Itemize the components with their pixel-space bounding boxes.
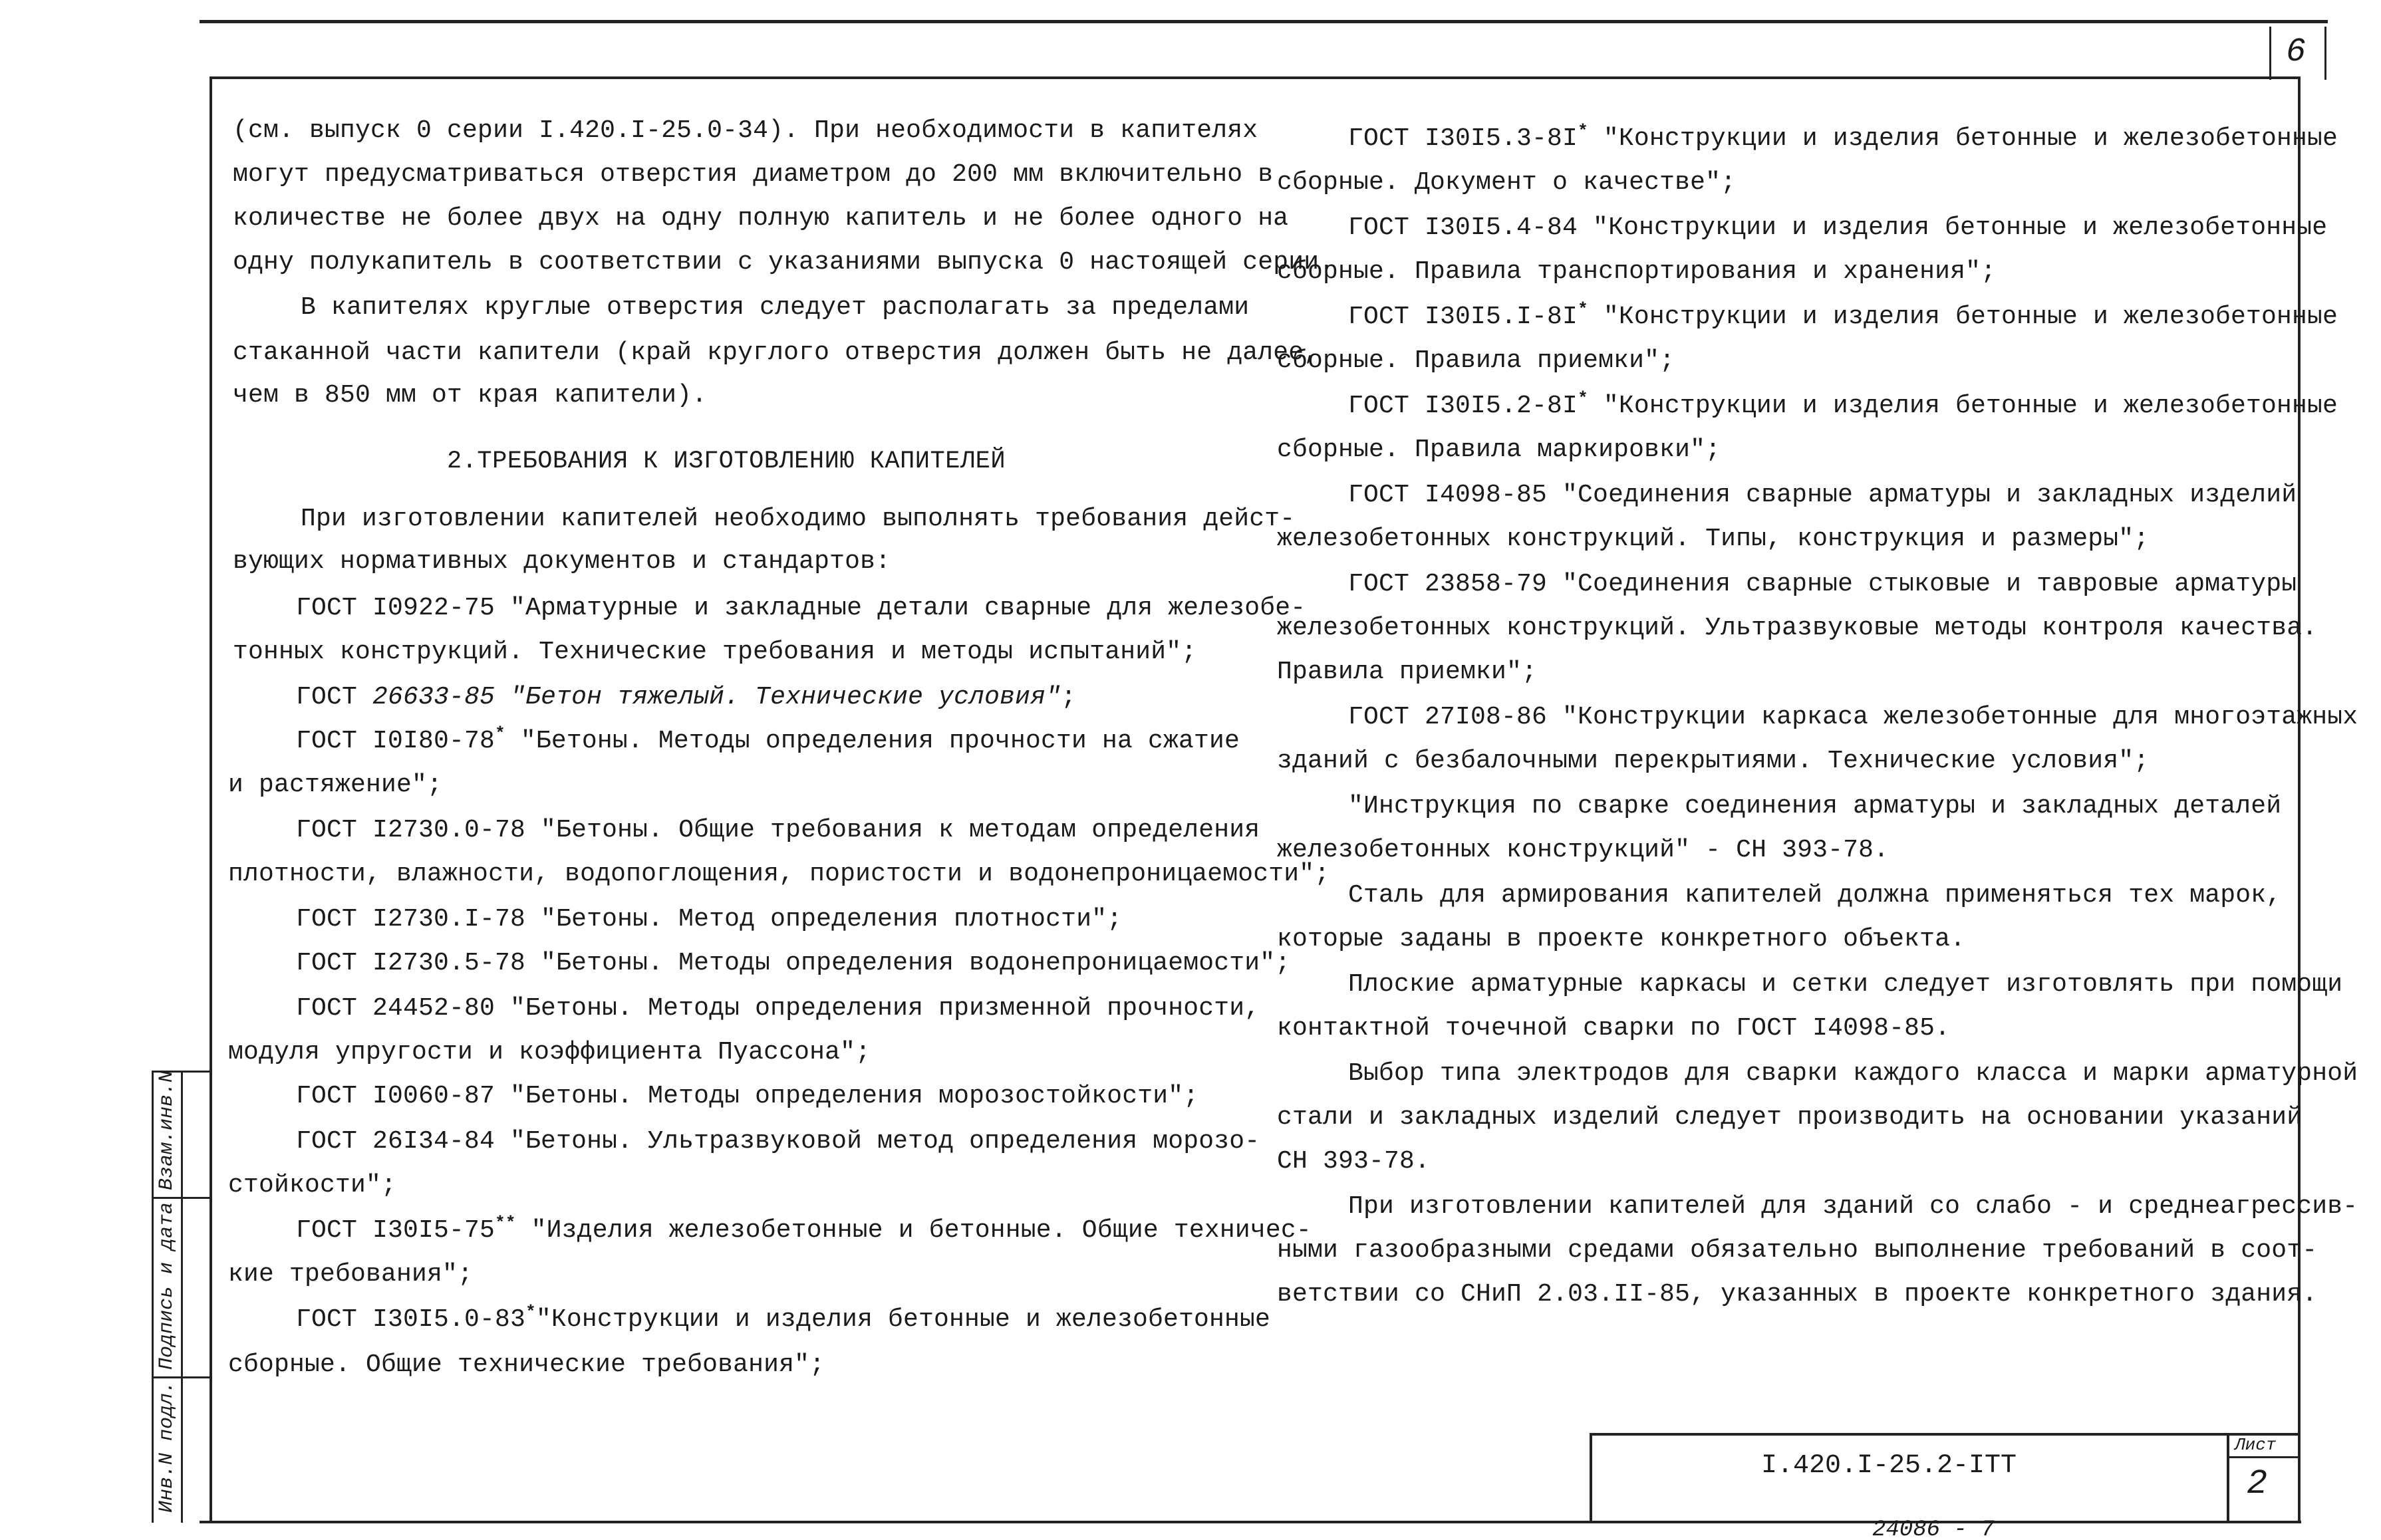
corner-page-number: 6 [2286, 33, 2307, 71]
corner-box-left [2269, 27, 2271, 80]
text-line: контактной точечной сварки по ГОСТ I4098-85. [1277, 1014, 1951, 1043]
title-block-sheet-divider [2227, 1456, 2298, 1458]
text-line: сборные. Правила приемки"; [1277, 346, 1675, 375]
title-block-top [1590, 1433, 2298, 1436]
asterisk-mark: * [1578, 388, 1588, 409]
text-line: При изготовлении капителей необходимо выполнять требования дейст- [301, 505, 1296, 533]
gost-code: ГОСТ I30I5.0-83 [296, 1305, 526, 1334]
frame-top [210, 76, 2298, 79]
gost-code: ГОСТ I30I5.2-8I [1348, 392, 1578, 420]
text-line: ными газообразными средами обязательно выполнение требований в соот- [1277, 1236, 2318, 1265]
text-line [296, 1302, 1271, 1335]
gost-title: "Конструкции и изделия бетонные и железобетонные [1588, 303, 2338, 331]
side-label-signature: Подпись и дата [156, 1202, 178, 1370]
gost-title: "Конструкции и изделия бетонные и железобетонные [1588, 392, 2338, 420]
text-line: могут предусматриваться отверстия диаметром до 200 мм включительно в [233, 160, 1274, 189]
text-line: чем в 850 мм от края капители). [233, 381, 708, 410]
top-rule [200, 20, 2328, 23]
text-line [296, 683, 1076, 712]
gost-code: ГОСТ I0I80-78 [296, 727, 495, 755]
text-line: стойкости"; [228, 1171, 397, 1200]
frame-left [210, 76, 212, 1523]
asterisk-mark: ** [495, 1213, 516, 1233]
text-line: стали и закладных изделий следует производить на основании указаний [1277, 1103, 2303, 1132]
text-line [1348, 299, 2338, 332]
gost-prefix: ГОСТ [296, 683, 373, 711]
side-stamp-left [152, 1071, 154, 1523]
asterisk-mark: * [1578, 299, 1588, 320]
side-label-inv: Инв.N подл. [156, 1380, 178, 1513]
text-line: кие требования"; [228, 1260, 474, 1289]
text-line: ГОСТ I0922-75 "Арматурные и закладные детали сварные для железобе- [296, 594, 1306, 622]
text-line: ветствии со СНиП 2.03.II-85, указанных в проекте конкретного здания. [1277, 1280, 2318, 1309]
text-line: ГОСТ 24452-80 "Бетоны. Методы определения призменной прочности, [296, 994, 1260, 1023]
text-line: ГОСТ I4098-85 "Соединения сварные арматуры и закладных изделий [1348, 481, 2297, 509]
text-line: Правила приемки"; [1277, 658, 1538, 686]
text-line: В капителях круглые отверстия следует располагать за пределами [301, 293, 1250, 322]
text-line: "Инструкция по сварке соединения арматуры и закладных деталей [1348, 792, 2282, 821]
text-line [1348, 388, 2338, 421]
text-line [1348, 121, 2338, 154]
corner-box-right [2324, 27, 2326, 80]
asterisk-mark: * [495, 723, 505, 744]
text-line: ГОСТ 27I08-86 "Конструкции каркаса железобетонные для многоэтажных [1348, 703, 2358, 731]
gost-title: "Изделия железобетонные и бетонные. Общие техничес- [515, 1216, 1312, 1245]
text-line: Сталь для армирования капителей должна применяться тех марок, [1348, 881, 2282, 910]
gost-title: "Конструкции и изделия бетонные и железобетонные [1588, 124, 2338, 153]
italic-text: 26633-85 "Бетон тяжелый. Технические условия" [372, 683, 1061, 711]
side-stamp-mid [181, 1071, 183, 1523]
title-block-left [1590, 1433, 1592, 1521]
text-line: сборные. Правила транспортирования и хранения"; [1277, 257, 1997, 286]
text-line: Выбор типа электродов для сварки каждого класса и марки арматурной [1348, 1059, 2358, 1088]
text-line: сборные. Общие технические требования"; [228, 1350, 825, 1379]
text-line: железобетонных конструкций" - СН 393-78. [1277, 836, 1890, 864]
sheet-number: 2 [2247, 1464, 2268, 1503]
gost-title: "Конструкции и изделия бетонные и железобетонные [535, 1305, 1271, 1334]
text-line: Плоские арматурные каркасы и сетки следует изготовлять при помощи [1348, 970, 2343, 999]
text-line: ГОСТ I0060-87 "Бетоны. Методы определения морозостойкости"; [296, 1082, 1199, 1110]
side-label-replace: Взам.инв.N [156, 1070, 178, 1190]
bottom-number: 24086 - 7 [1872, 1517, 1995, 1540]
text-line: сборные. Правила маркировки"; [1277, 436, 1721, 464]
text-line: железобетонных конструкций. Типы, конструкция и размеры"; [1277, 525, 2150, 553]
text-line: которые заданы в проекте конкретного объекта. [1277, 925, 1966, 954]
text-line: (см. выпуск 0 серии I.420.I-25.0-34). При необходимости в капителях [233, 116, 1258, 145]
gost-code: ГОСТ I30I5.I-8I [1348, 303, 1578, 331]
text-line: ГОСТ 26I34-84 "Бетоны. Ультразвуковой метод определения морозо- [296, 1127, 1260, 1156]
punct: ; [1061, 683, 1077, 711]
asterisk-mark: * [525, 1302, 536, 1323]
text-line: ГОСТ I2730.I-78 "Бетоны. Метод определения плотности"; [296, 905, 1123, 934]
section-heading: 2.ТРЕБОВАНИЯ К ИЗГОТОВЛЕНИЮ КАПИТЕЛЕЙ [447, 448, 1006, 475]
asterisk-mark: * [1578, 121, 1588, 142]
gost-code: ГОСТ I30I5.3-8I [1348, 124, 1578, 153]
text-line: одну полукапитель в соответствии с указаниями выпуска 0 настоящей серии. [233, 248, 1335, 277]
text-line: вующих нормативных документов и стандартов: [233, 547, 891, 576]
text-line: При изготовлении капителей для зданий со слабо - и среднеагрессив- [1348, 1192, 2358, 1221]
text-line: ГОСТ I2730.0-78 "Бетоны. Общие требования к методам определения [296, 816, 1260, 844]
text-line: сборные. Документ о качестве"; [1277, 168, 1737, 197]
text-line: ГОСТ 23858-79 "Соединения сварные стыковые и тавровые арматуры [1348, 570, 2297, 598]
gost-code: ГОСТ I30I5-75 [296, 1216, 495, 1245]
text-line: стаканной части капители (край круглого отверстия должен быть не далее, [233, 338, 1320, 367]
text-line: тонных конструкций. Технические требования и методы испытаний"; [233, 638, 1197, 666]
text-line: зданий с безбалочными перекрытиями. Технические условия"; [1277, 747, 2150, 775]
text-line: плотности, влажности, водопоглощения, пористости и водонепроницаемости"; [228, 860, 1330, 888]
title-block-sheet-left [2227, 1433, 2229, 1521]
text-line: СН 393-78. [1277, 1147, 1431, 1176]
text-line [296, 1213, 1312, 1245]
gost-title: "Бетоны. Методы определения прочности на сжатие [505, 727, 1240, 755]
text-line: и растяжение"; [228, 771, 443, 799]
side-stamp-div1 [152, 1197, 211, 1199]
text-line: ГОСТ I2730.5-78 "Бетоны. Методы определения водонепроницаемости"; [296, 949, 1291, 977]
side-stamp-div2 [152, 1376, 211, 1378]
text-line: количестве не более двух на одну полную капитель и не более одного на [233, 204, 1289, 233]
text-line: модуля упругости и коэффициента Пуассона"; [228, 1038, 871, 1067]
document-designation: I.420.I-25.2-IТТ [1761, 1451, 2017, 1481]
sheet-label: Лист [2235, 1435, 2277, 1455]
text-line: ГОСТ I30I5.4-84 "Конструкции и изделия бетонные и железобетонные [1348, 213, 2328, 242]
text-line [296, 723, 1240, 756]
text-line: железобетонных конструкций. Ультразвуковые методы контроля качества. [1277, 614, 2318, 642]
